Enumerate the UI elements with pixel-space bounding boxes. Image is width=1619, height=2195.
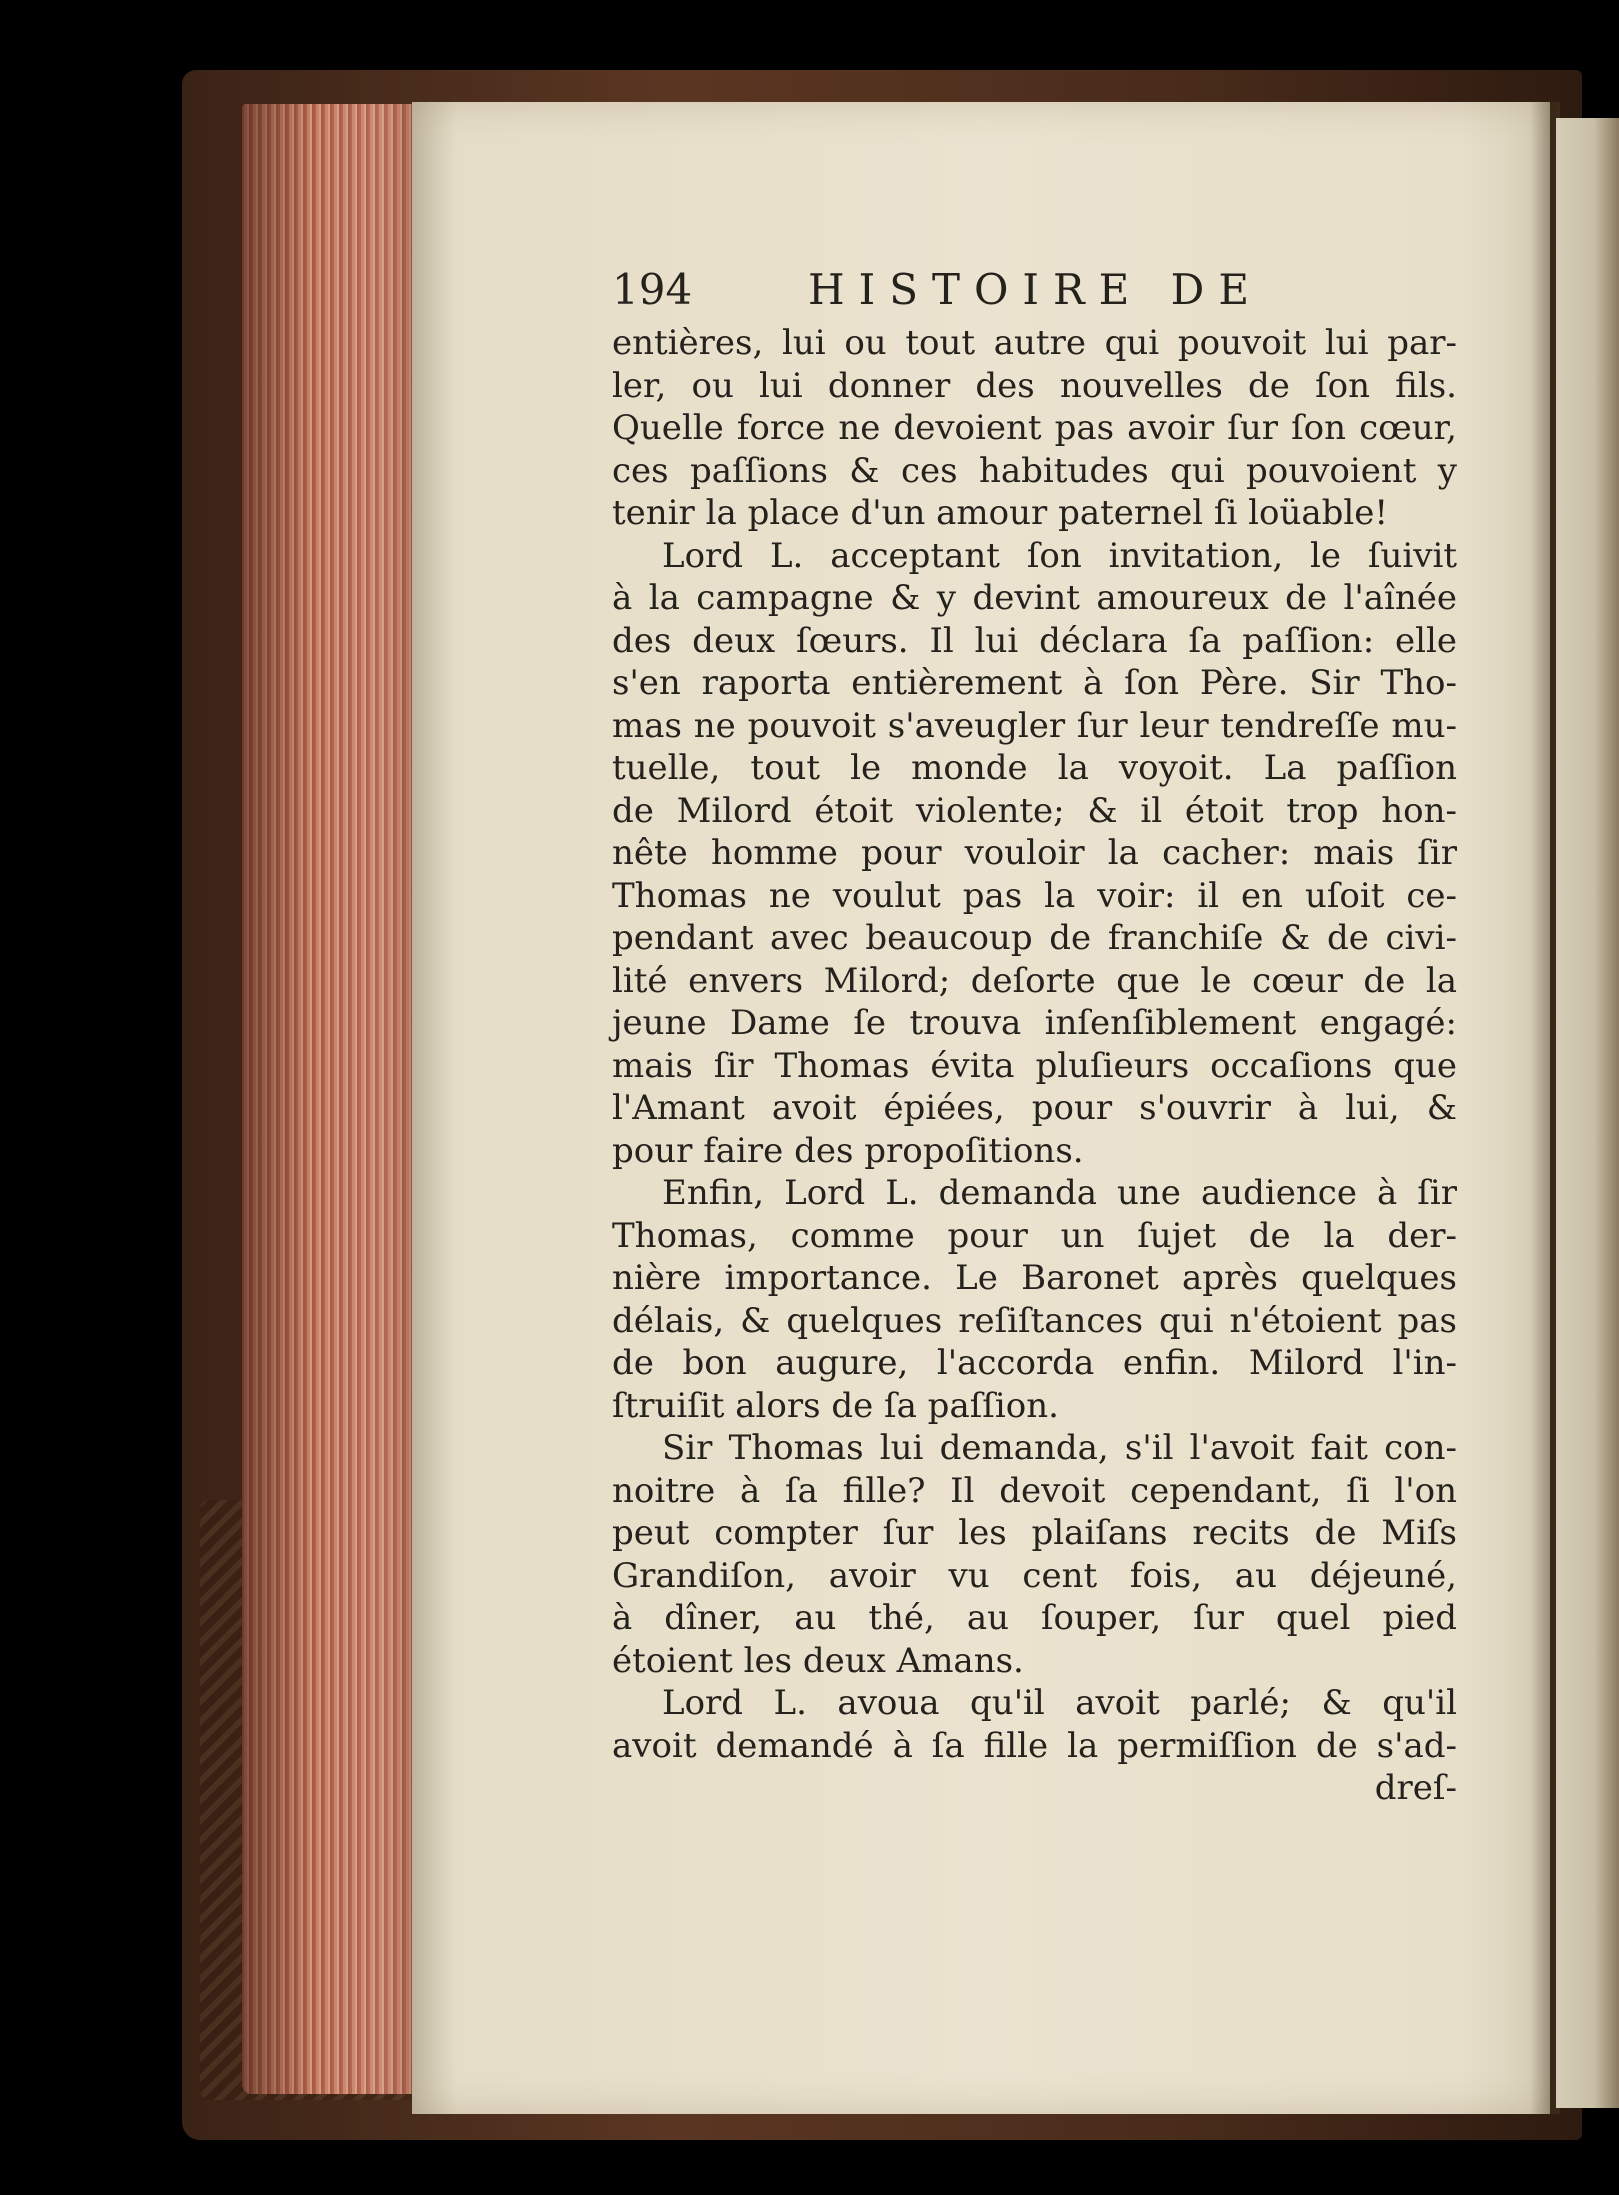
text-line: s'en raporta entièrement à ſon Père. Sir Tho- — [612, 663, 1457, 703]
text-line: Quelle force ne devoient pas avoir ſur ſon cœur, — [612, 408, 1457, 448]
text-line: Sir Thomas lui demanda, s'il l'avoit fait con- — [662, 1428, 1457, 1468]
text-line: étoient les deux Amans. — [612, 1640, 1024, 1681]
text-line: des deux ſœurs. Il lui déclara ſa paſſion: elle — [612, 620, 1457, 661]
text-line: pendant avec beaucoup de franchiſe & de civi- — [612, 918, 1457, 958]
text-line: Enfin, Lord L. demanda une audience à ſir — [662, 1173, 1457, 1213]
text-line: pour faire des propoſitions. — [612, 1130, 1084, 1171]
text-line: avoit demandé à ſa fille la permiſſion de s'ad- — [612, 1725, 1457, 1766]
text-line: ces paſſions & ces habitudes qui pouvoient y — [612, 450, 1457, 491]
text-line: à dîner, au thé, au ſouper, ſur quel pied — [612, 1598, 1457, 1638]
text-line: mas ne pouvoit s'aveugler ſur leur tendreſſe mu- — [612, 705, 1457, 746]
text-line: ſtruiſit alors de ſa paſſion. — [612, 1385, 1059, 1426]
text-line: à la campagne & y devint amoureux de l'aînée — [612, 578, 1457, 618]
body-text — [612, 322, 1457, 1810]
text-line: l'Amant avoit épiées, pour s'ouvrir à lui, & — [612, 1088, 1457, 1128]
page-edges-shading — [242, 104, 420, 2094]
text-line: entières, lui ou tout autre qui pouvoit lui par- — [612, 323, 1457, 363]
text-line: de bon augure, l'accorda enfin. Milord l'in- — [612, 1343, 1457, 1383]
running-head — [612, 260, 1457, 320]
text-line: Thomas ne voulut pas la voir: il en uſoit ce- — [612, 875, 1457, 916]
text-line: tuelle, tout le monde la voyoit. La paſſion — [612, 748, 1457, 788]
page-number: 194 — [612, 265, 693, 314]
text-line: nête homme pour vouloir la cacher: mais ſir — [612, 833, 1457, 873]
text-line: mais ſir Thomas évita pluſieurs occaſions que — [612, 1045, 1457, 1086]
text-line: Grandiſon, avoir vu cent fois, au déjeuné, — [612, 1555, 1457, 1596]
text-line: délais, & quelques reſiſtances qui n'étoient pas — [612, 1300, 1457, 1341]
text-line: dreſ- — [1374, 1768, 1457, 1808]
text-line: peut compter ſur les plaiſans recits de Miſs — [612, 1513, 1457, 1553]
running-title: HISTOIRE DE — [808, 265, 1263, 314]
text-line: ler, ou lui donner des nouvelles de ſon fils. — [612, 365, 1457, 406]
text-line: jeune Dame ſe trouva inſenſiblement engagé: — [612, 1003, 1457, 1043]
text-line: noitre à ſa fille? Il devoit cependant, ſi l'on — [612, 1470, 1457, 1511]
text-line: Thomas, comme pour un ſujet de la der- — [612, 1215, 1457, 1256]
text-line: Lord L. acceptant ſon invitation, le ſuivit — [662, 535, 1457, 576]
text-line: nière importance. Le Baronet après quelques — [612, 1258, 1457, 1298]
facing-page-edge — [1556, 118, 1619, 2108]
text-line: tenir la place d'un amour paternel ſi loüable! — [612, 493, 1389, 533]
text-line: de Milord étoit violente; & il étoit trop hon- — [612, 790, 1457, 831]
text-line: lité envers Milord; deſorte que le cœur de la — [612, 960, 1457, 1001]
text-line: Lord L. avoua qu'il avoit parlé; & qu'il — [662, 1683, 1457, 1723]
